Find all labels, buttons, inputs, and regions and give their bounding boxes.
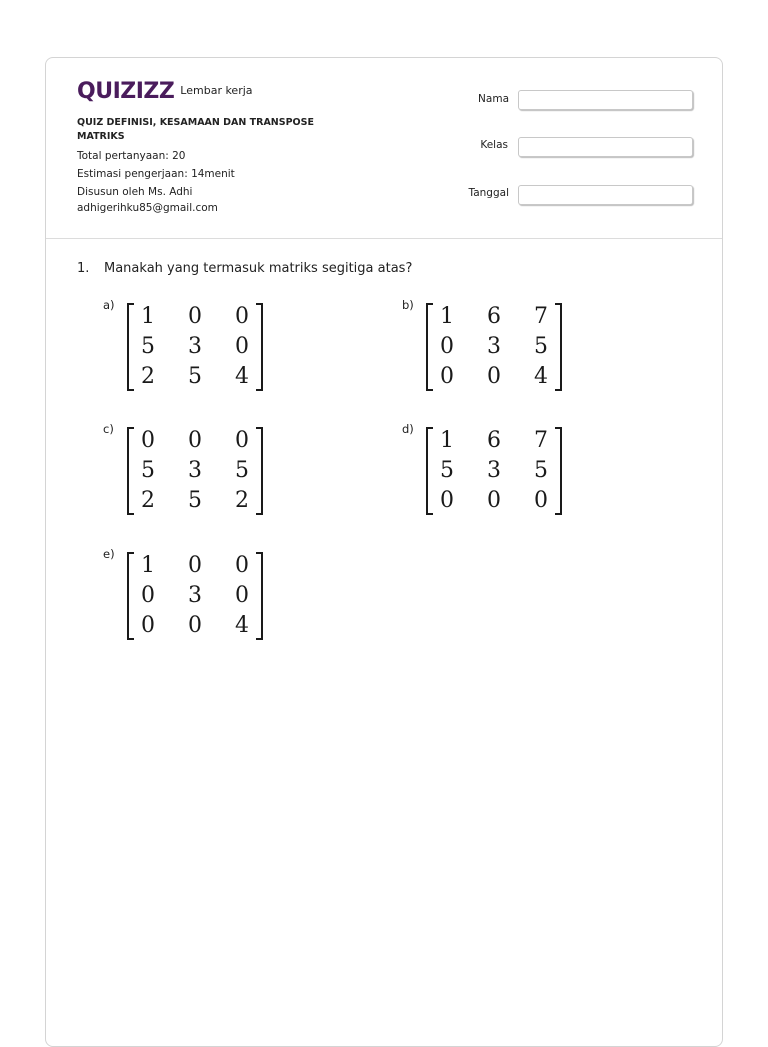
matrix-cell: 3 <box>487 458 501 483</box>
worksheet-sheet <box>45 57 723 1047</box>
option-letter: d) <box>402 422 414 436</box>
author-line: Disusun oleh Ms. Adhi <box>77 186 193 198</box>
matrix <box>125 551 265 641</box>
matrix-cell: 0 <box>141 613 155 638</box>
option-letter: b) <box>402 298 414 312</box>
worksheet-header <box>46 58 722 239</box>
matrix-cell: 0 <box>235 334 249 359</box>
matrix-cell: 0 <box>141 583 155 608</box>
option-letter: e) <box>103 547 115 561</box>
name-field[interactable] <box>518 90 693 110</box>
matrix-cell: 0 <box>235 583 249 608</box>
matrix-cell: 4 <box>235 613 249 638</box>
brand <box>77 80 253 104</box>
matrix-cell: 0 <box>487 488 501 513</box>
matrix-cell: 0 <box>235 304 249 329</box>
question-number: 1. <box>77 261 90 276</box>
matrix <box>125 302 265 392</box>
matrix-cell: 5 <box>534 334 548 359</box>
matrix-cell: 0 <box>440 364 454 389</box>
matrix-cell: 0 <box>235 553 249 578</box>
matrix-cell: 3 <box>487 334 501 359</box>
matrix-cell: 3 <box>188 458 202 483</box>
matrix-cell: 0 <box>188 428 202 453</box>
matrix-cell: 3 <box>188 583 202 608</box>
matrix-cell: 2 <box>141 364 155 389</box>
matrix-cell: 5 <box>235 458 249 483</box>
name-label: Nama <box>478 93 509 105</box>
matrix <box>424 426 564 516</box>
quiz-title: QUIZ DEFINISI, KESAMAAN DAN TRANSPOSE MATRIKS <box>77 117 314 142</box>
class-field[interactable] <box>518 137 693 157</box>
matrix-cell: 0 <box>188 613 202 638</box>
matrix-cell: 0 <box>440 334 454 359</box>
matrix-cell: 0 <box>235 428 249 453</box>
matrix-cell: 0 <box>188 553 202 578</box>
matrix-cell: 0 <box>487 364 501 389</box>
matrix-cell: 7 <box>534 428 548 453</box>
matrix-cell: 5 <box>141 458 155 483</box>
matrix-cell: 4 <box>534 364 548 389</box>
matrix <box>424 302 564 392</box>
option-letter: a) <box>103 298 115 312</box>
matrix-cell: 1 <box>440 428 454 453</box>
matrix-cell: 6 <box>487 304 501 329</box>
matrix-cell: 0 <box>440 488 454 513</box>
date-field[interactable] <box>518 185 693 205</box>
date-label: Tanggal <box>468 187 509 199</box>
matrix-cell: 2 <box>235 488 249 513</box>
matrix <box>125 426 265 516</box>
matrix-cell: 0 <box>188 304 202 329</box>
matrix-cell: 5 <box>188 488 202 513</box>
author-email: adhigerihku85@gmail.com <box>77 202 218 214</box>
matrix-cell: 1 <box>141 553 155 578</box>
matrix-cell: 0 <box>534 488 548 513</box>
estimated-time: Estimasi pengerjaan: 14menit <box>77 168 235 180</box>
matrix-cell: 3 <box>188 334 202 359</box>
option-letter: c) <box>103 422 114 436</box>
matrix-cell: 7 <box>534 304 548 329</box>
class-label: Kelas <box>480 139 508 151</box>
matrix-cell: 1 <box>440 304 454 329</box>
question-1 <box>77 261 412 276</box>
matrix-cell: 5 <box>188 364 202 389</box>
worksheet-label: Lembar kerja <box>180 84 253 97</box>
matrix-cell: 5 <box>534 458 548 483</box>
matrix-cell: 5 <box>141 334 155 359</box>
matrix-cell: 4 <box>235 364 249 389</box>
matrix-cell: 0 <box>141 428 155 453</box>
matrix-cell: 5 <box>440 458 454 483</box>
total-questions: Total pertanyaan: 20 <box>77 150 186 162</box>
quizizz-logo: QUIZIZZ <box>77 79 175 104</box>
matrix-cell: 6 <box>487 428 501 453</box>
question-text: Manakah yang termasuk matriks segitiga atas? <box>104 261 413 276</box>
matrix-cell: 1 <box>141 304 155 329</box>
matrix-cell: 2 <box>141 488 155 513</box>
